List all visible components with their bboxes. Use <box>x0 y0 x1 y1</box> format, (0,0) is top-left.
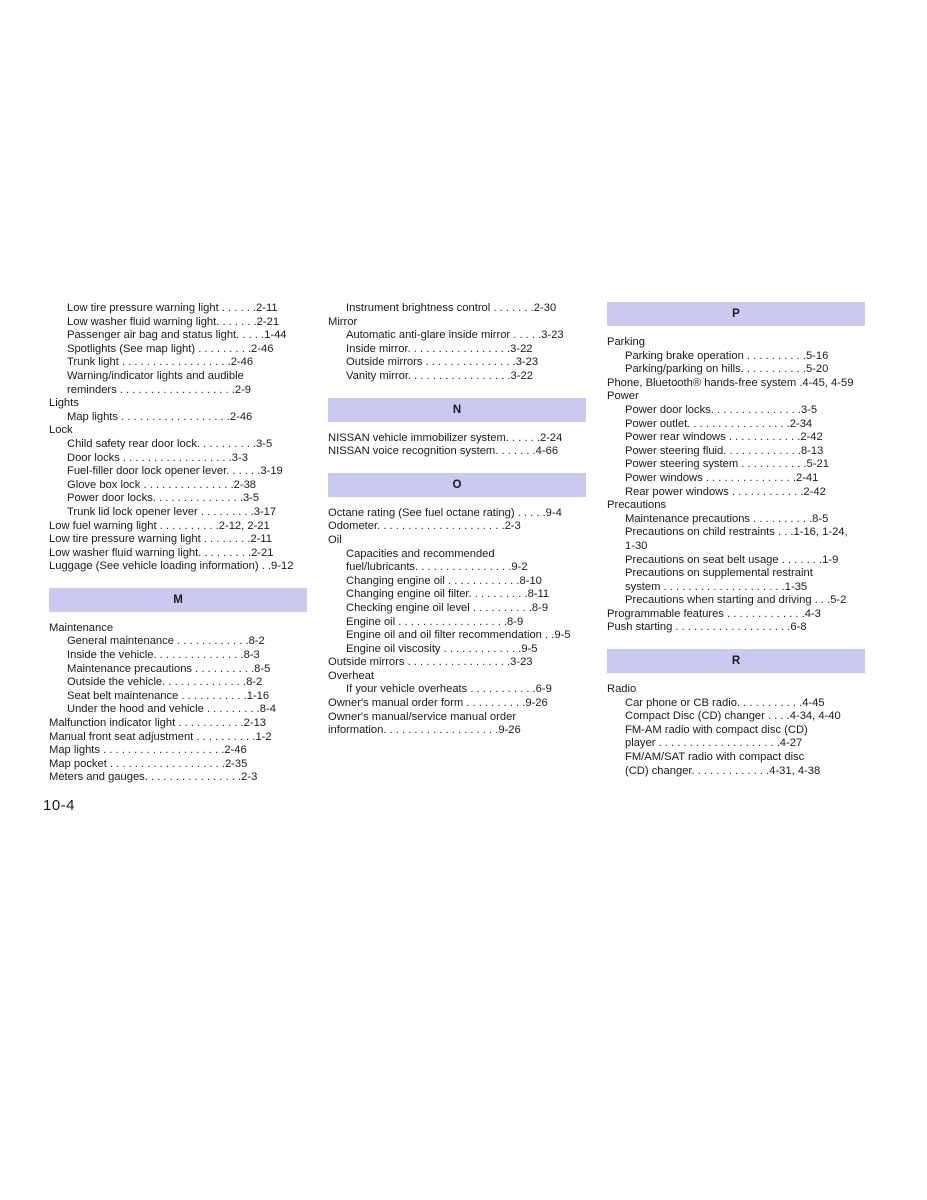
index-entry: Octane rating (See fuel octane rating) . . . . .9-4 <box>328 506 562 519</box>
index-subentry: Checking engine oil level . . . . . . . . . .8-9 <box>346 601 549 614</box>
index-subentry: Maintenance precautions . . . . . . . . . .8-5 <box>67 662 271 675</box>
index-subentry: Outside mirrors . . . . . . . . . . . . . . .3-23 <box>346 356 539 369</box>
index-subentry: Precautions when starting and driving . . .5-2 <box>625 594 847 607</box>
index-entry: Precautions <box>607 499 667 512</box>
index-entry: Low washer fluid warning light. . . . . . . . .2-21 <box>49 546 274 559</box>
index-subentry: Precautions on child restraints . . .1-16, 1-24, <box>625 526 848 539</box>
index-entry: Maintenance <box>49 621 114 634</box>
index-subentry: Inside mirror. . . . . . . . . . . . . . . . .3-22 <box>346 342 533 355</box>
index-entry: Owner's manual order form . . . . . . . . . .9-26 <box>328 697 548 710</box>
section-header-r: R <box>607 649 865 673</box>
index-subentry: Car phone or CB radio. . . . . . . . . . .4-45 <box>625 696 825 709</box>
index-subentry: Vanity mirror. . . . . . . . . . . . . . . . .3-22 <box>346 369 533 382</box>
index-entry: Radio <box>607 683 637 696</box>
index-column-1 <box>49 302 307 785</box>
index-entry: Mirror <box>328 315 358 328</box>
index-entry: Malfunction indicator light . . . . . . . . . . .2-13 <box>49 717 267 730</box>
index-subentry: Child safety rear door lock. . . . . . . . . .3-5 <box>67 437 273 450</box>
index-entry: Map pocket . . . . . . . . . . . . . . . . . . .2-35 <box>49 757 248 770</box>
index-subentry: Fuel-filler door lock opener lever. . . . . .3-19 <box>67 465 283 478</box>
index-entry: Parking <box>607 336 645 348</box>
index-subentry: Spotlights (See map light) . . . . . . . . .2-46 <box>67 342 274 355</box>
index-subentry: Power windows . . . . . . . . . . . . . . .2-41 <box>625 471 819 484</box>
index-subentry: Instrument brightness control . . . . . . .2-30 <box>346 302 557 314</box>
index-subentry: Automatic anti-glare inside mirror . . . . .3-23 <box>346 329 564 342</box>
index-subentry: Engine oil . . . . . . . . . . . . . . . . . .8-9 <box>346 615 524 628</box>
section-header-p: P <box>607 302 865 326</box>
index-entry: Phone, Bluetooth® hands-free system .4-45, 4-59 <box>607 376 854 389</box>
index-subentry: Door locks . . . . . . . . . . . . . . . . . .3-3 <box>67 451 248 464</box>
section-header-m: M <box>49 588 307 612</box>
index-subentry: Power door locks. . . . . . . . . . . . . . .3-5 <box>67 492 260 505</box>
index-subentry: player . . . . . . . . . . . . . . . . . . . .4-27 <box>625 737 803 750</box>
index-subentry: FM/AM/SAT radio with compact disc <box>625 751 805 764</box>
index-entry: Map lights . . . . . . . . . . . . . . . . . . . .2-46 <box>49 744 247 757</box>
index-entry: Oil <box>328 533 342 546</box>
index-subentry: Low washer fluid warning light. . . . . . .2-21 <box>67 315 280 328</box>
index-entry: NISSAN vehicle immobilizer system. . . . . .2-24 <box>328 431 563 444</box>
index-subentry: fuel/lubricants. . . . . . . . . . . . . . . .9-2 <box>346 561 528 574</box>
index-entry: Outside mirrors . . . . . . . . . . . . . . . . .3-23 <box>328 656 533 669</box>
index-subentry: reminders . . . . . . . . . . . . . . . . . . .2-9 <box>67 383 252 396</box>
index-entry: Manual front seat adjustment . . . . . . . . . .1-2 <box>49 730 272 743</box>
index-entry: Low fuel warning light . . . . . . . . . .2-12, 2-21 <box>49 519 270 532</box>
index-subentry: Engine oil and oil filter recommendation . .9-5 <box>346 629 571 642</box>
index-subentry: Map lights . . . . . . . . . . . . . . . . . .2-46 <box>67 410 253 423</box>
section-header-o: O <box>328 473 586 497</box>
index-subentry: Trunk lid lock opener lever . . . . . . . . .3-17 <box>67 505 277 518</box>
index-subentry: Power steering system . . . . . . . . . . .5-21 <box>625 458 829 471</box>
index-subentry: Low tire pressure warning light . . . . . .2-11 <box>67 302 278 314</box>
index-subentry: Precautions on supplemental restraint <box>625 567 813 580</box>
index-subentry: Capacities and recommended <box>346 547 495 560</box>
index-subentry: Warning/indicator lights and audible <box>67 369 244 382</box>
index-subentry: FM-AM radio with compact disc (CD) <box>625 723 808 736</box>
index-entry: Lights <box>49 397 79 410</box>
index-entry: Push starting . . . . . . . . . . . . . . . . . . .6-8 <box>607 621 807 634</box>
index-entry: information. . . . . . . . . . . . . . . . . . .9-26 <box>328 724 521 737</box>
index-entry: Lock <box>49 424 73 437</box>
index-subentry: Trunk light . . . . . . . . . . . . . . . . . .2-46 <box>67 356 254 369</box>
index-subentry: Power rear windows . . . . . . . . . . . .2-42 <box>625 431 823 444</box>
index-entry: NISSAN voice recognition system. . . . . . .4-66 <box>328 445 559 458</box>
index-subentry: Under the hood and vehicle . . . . . . . . .8-4 <box>67 703 276 716</box>
index-entry: Odometer. . . . . . . . . . . . . . . . . . . . .2-3 <box>328 520 521 533</box>
index-subentry: Engine oil viscosity . . . . . . . . . . . . .9-5 <box>346 642 538 655</box>
index-subentry: Compact Disc (CD) changer . . . .4-34, 4-40 <box>625 710 841 723</box>
index-subentry: General maintenance . . . . . . . . . . . .8-2 <box>67 635 265 648</box>
index-entry: Meters and gauges. . . . . . . . . . . . . . . .2-3 <box>49 771 258 784</box>
index-subentry: Parking brake operation . . . . . . . . . .5-16 <box>625 349 829 362</box>
index-subentry: Precautions on seat belt usage . . . . . . .1-9 <box>625 553 839 566</box>
index-subentry: Inside the vehicle. . . . . . . . . . . . . . .8-3 <box>67 649 260 662</box>
page-number: 10-4 <box>43 797 76 814</box>
index-subentry: If your vehicle overheats . . . . . . . . . . .6-9 <box>346 683 552 696</box>
index-subentry: Power door locks. . . . . . . . . . . . . . .3-5 <box>625 403 818 416</box>
index-subentry: Rear power windows . . . . . . . . . . . .2-42 <box>625 485 826 498</box>
index-entry: Programmable features . . . . . . . . . . . . .4-3 <box>607 607 821 620</box>
index-entry: Power <box>607 390 639 403</box>
index-entry: Overheat <box>328 669 375 682</box>
index-subentry: Parking/parking on hills. . . . . . . . . . .5-20 <box>625 363 829 376</box>
index-subentry: Changing engine oil filter. . . . . . . . . .8-11 <box>346 588 550 601</box>
index-subentry: Glove box lock . . . . . . . . . . . . . . .2-38 <box>67 478 257 491</box>
index-column-2 <box>328 302 586 738</box>
index-subentry: Passenger air bag and status light. . . . .1-44 <box>67 329 287 342</box>
index-entry: Low tire pressure warning light . . . . . . . .2-11 <box>49 533 273 546</box>
index-subentry: Power outlet. . . . . . . . . . . . . . . . .2-34 <box>625 417 813 430</box>
index-subentry: Maintenance precautions . . . . . . . . . .8-5 <box>625 512 829 525</box>
index-subentry: 1-30 <box>625 539 648 552</box>
index-entry: Owner's manual/service manual order <box>328 710 517 723</box>
index-subentry: Outside the vehicle. . . . . . . . . . . . . .8-2 <box>67 676 263 689</box>
section-header-n: N <box>328 398 586 422</box>
index-subentry: system . . . . . . . . . . . . . . . . . . . .1-35 <box>625 580 808 593</box>
index-column-3 <box>607 302 865 778</box>
index-subentry: (CD) changer. . . . . . . . . . . . .4-31, 4-38 <box>625 764 821 777</box>
index-entry: Luggage (See vehicle loading information) . .9-12 <box>49 560 294 573</box>
index-subentry: Power steering fluid. . . . . . . . . . . . .8-13 <box>625 444 824 457</box>
index-subentry: Changing engine oil . . . . . . . . . . . .8-10 <box>346 574 542 587</box>
index-subentry: Seat belt maintenance . . . . . . . . . . .1-16 <box>67 689 270 702</box>
